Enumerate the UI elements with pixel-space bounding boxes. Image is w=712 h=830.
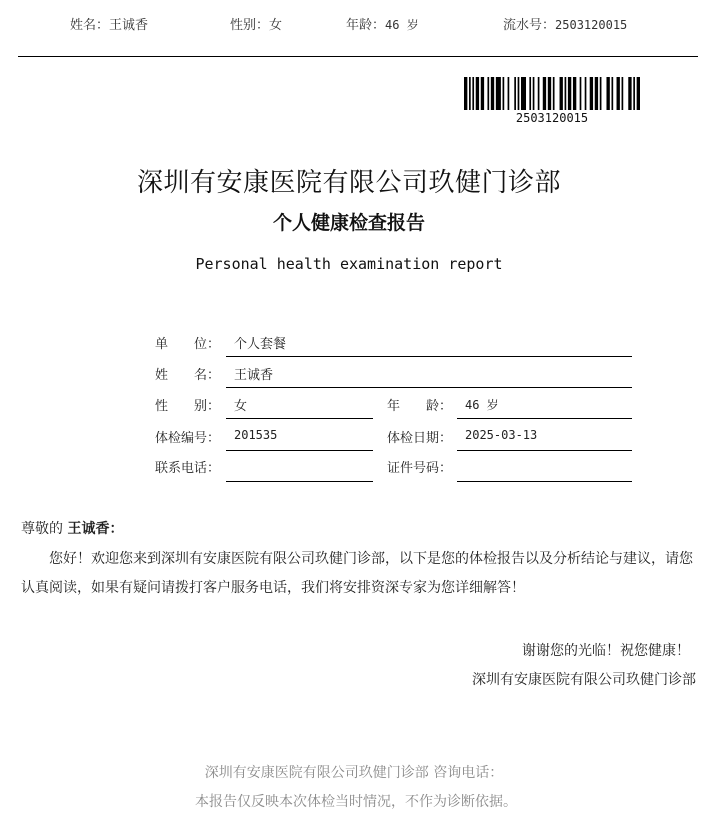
gender-underline	[226, 418, 373, 419]
barcode-bar	[568, 77, 571, 110]
exam-date-underline	[457, 450, 632, 451]
barcode-bar	[538, 77, 540, 110]
exam-number-label: 体检编号：	[155, 431, 221, 446]
age-value: 46 岁	[465, 398, 499, 412]
barcode-bar	[590, 77, 593, 110]
name-label-b: 名：	[194, 368, 221, 383]
report-title: 个人健康检查报告	[272, 212, 425, 234]
exam-date-label: 体检日期：	[387, 431, 453, 446]
name-value: 王诚香	[234, 368, 274, 383]
header-serial-value: 2503120015	[555, 18, 628, 32]
name-label	[155, 364, 220, 383]
unit-label-a: 单	[155, 337, 169, 352]
salutation-name: 王诚香：	[67, 521, 124, 537]
barcode-bar	[487, 77, 489, 110]
header-serial-label: 流水号：	[503, 18, 556, 33]
barcode-bar	[633, 77, 635, 110]
exam-number-value: 201535	[234, 428, 278, 442]
barcode-bar	[503, 77, 505, 110]
barcode-bar	[612, 77, 614, 110]
barcode-bar	[491, 77, 494, 110]
barcode-bar	[529, 77, 531, 110]
exam-date-value: 2025-03-13	[465, 428, 538, 442]
barcode-bar	[508, 77, 510, 110]
header-divider	[18, 56, 698, 57]
header-name-label: 姓名：	[70, 18, 110, 33]
footer-contact: 深圳有安康医院有限公司玖健门诊部 咨询电话：	[204, 765, 504, 781]
age-label	[387, 395, 452, 414]
age-label-b: 龄：	[426, 399, 453, 414]
barcode-bar	[553, 77, 555, 110]
salutation	[21, 518, 123, 538]
barcode-bar	[585, 77, 587, 110]
barcode-bar	[580, 77, 582, 110]
barcode-bar	[573, 77, 576, 110]
unit-underline	[226, 356, 632, 357]
phone-underline	[226, 481, 373, 482]
unit-value: 个人套餐	[234, 337, 287, 352]
header-gender-label: 性别：	[230, 18, 270, 33]
barcode-bar	[518, 77, 520, 110]
header-gender	[230, 14, 282, 33]
barcode-number: 2503120015	[515, 111, 589, 125]
gender-label-a: 性	[155, 399, 169, 414]
barcode-bar	[533, 77, 535, 110]
barcode-bar	[521, 77, 526, 110]
phone-label: 联系电话：	[155, 461, 221, 476]
header-name	[70, 14, 148, 33]
barcode-bar	[481, 77, 484, 110]
barcode	[464, 77, 640, 110]
barcode-bar	[628, 77, 631, 110]
barcode-bar	[595, 77, 598, 110]
unit-label	[155, 333, 220, 352]
unit-label-b: 位：	[194, 337, 221, 352]
header-age-label: 年龄：	[346, 18, 386, 33]
barcode-bar	[543, 77, 546, 110]
name-underline	[226, 387, 632, 388]
barcode-bar	[496, 77, 501, 110]
barcode-image	[464, 77, 640, 110]
gender-value: 女	[234, 399, 248, 414]
barcode-bar	[637, 77, 640, 110]
barcode-bar	[472, 77, 474, 110]
letter-body: 您好！欢迎您来到深圳有安康医院有限公司玖健门诊部，以下是您的体检报告以及分析结论与建议，请您认真阅读，如果有疑问请拨打客户服务电话，我们将安排资深专家为您详细解答！	[21, 551, 693, 596]
barcode-bar	[600, 77, 602, 110]
salutation-prefix: 尊敬的	[21, 521, 63, 537]
barcode-bar	[464, 77, 467, 110]
id-number-underline	[457, 481, 632, 482]
letter-thanks: 谢谢您的光临！祝您健康！	[522, 643, 690, 659]
gender-label-b: 别：	[194, 399, 221, 414]
header-name-value: 王诚香	[109, 18, 149, 33]
header-age	[346, 14, 419, 33]
report-english-title: Personal health examination report	[195, 255, 503, 273]
barcode-bar	[622, 77, 624, 110]
header-gender-value: 女	[269, 18, 283, 33]
header-serial	[503, 14, 627, 33]
barcode-bar	[617, 77, 620, 110]
barcode-bar	[560, 77, 563, 110]
organization-title: 深圳有安康医院有限公司玖健门诊部	[136, 168, 561, 198]
letter-signature: 深圳有安康医院有限公司玖健门诊部	[472, 672, 696, 688]
exam-number-underline	[226, 450, 373, 451]
gender-label	[155, 395, 220, 414]
age-label-a: 年	[387, 399, 401, 414]
age-underline	[457, 418, 632, 419]
footer-disclaimer: 本报告仅反映本次体检当时情况，不作为诊断依据。	[195, 794, 517, 810]
barcode-bar	[548, 77, 551, 110]
barcode-bar	[514, 77, 516, 110]
barcode-bar	[469, 77, 471, 110]
id-number-label: 证件号码：	[387, 461, 453, 476]
name-label-a: 姓	[155, 368, 169, 383]
barcode-bar	[476, 77, 479, 110]
barcode-bar	[606, 77, 609, 110]
header-age-value: 46 岁	[385, 18, 419, 32]
barcode-bar	[565, 77, 567, 110]
